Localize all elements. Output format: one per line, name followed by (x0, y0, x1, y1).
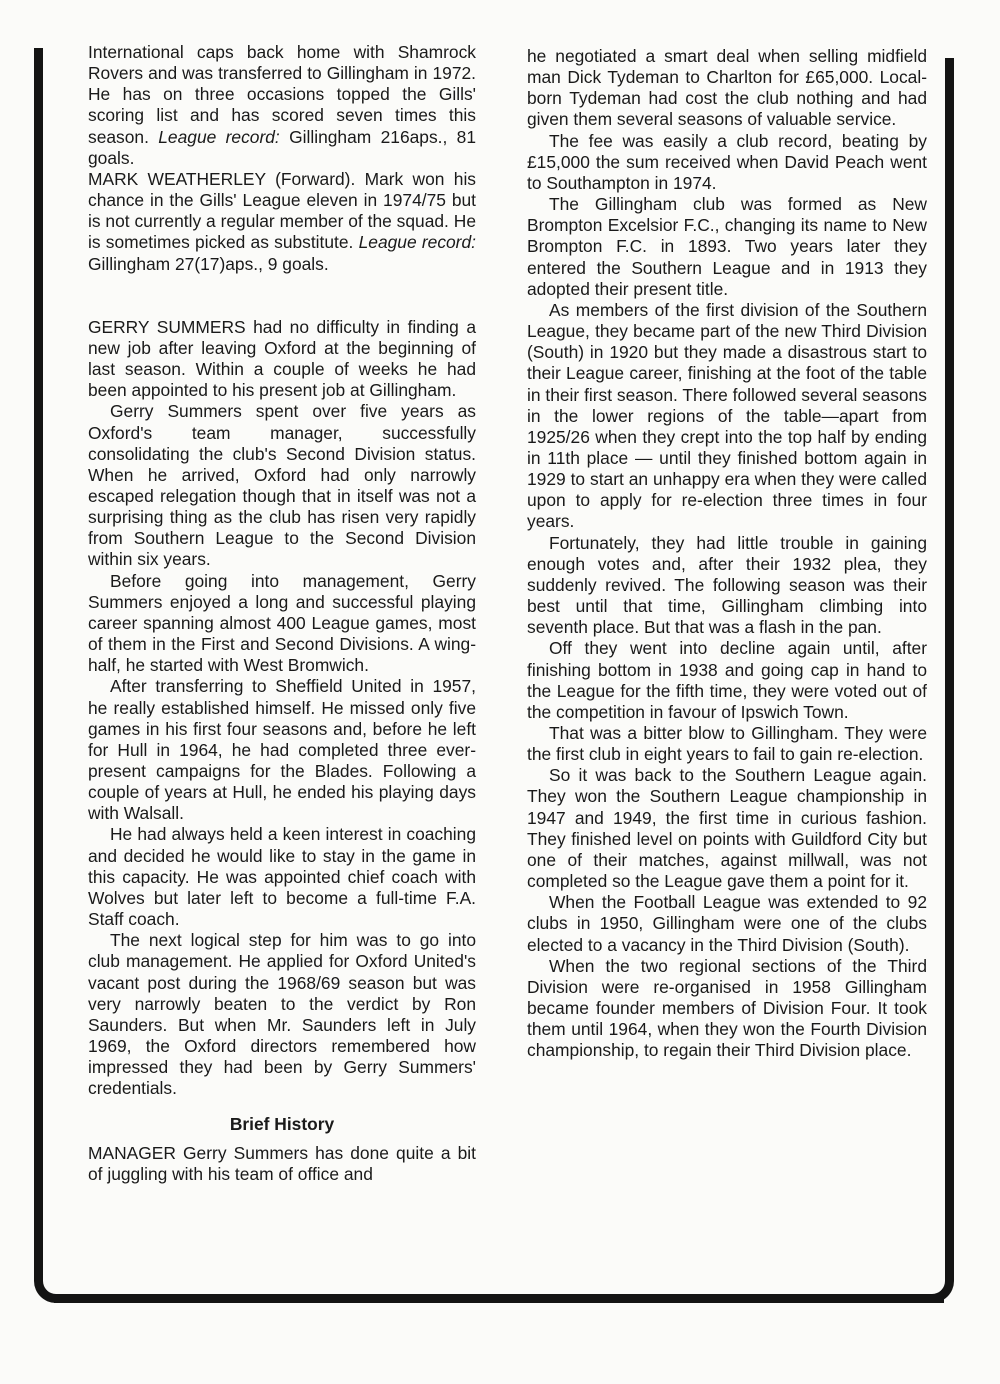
paragraph: After transferring to Sheffield United in 1957, he really established himself. He missed only five games in his first four seasons and, before he left for Hull in 1964, he had completed three ever-present campaigns for the Blades. Following a couple of years at Hull, he ended his playing days with Walsall. (88, 676, 476, 824)
right-border-rule (932, 58, 954, 1303)
bottom-border-rule (54, 1294, 944, 1303)
right-column (527, 46, 927, 1062)
section-heading: Brief History (229, 1113, 335, 1134)
paragraph: The fee was easily a club record, beating by £15,000 the sum received when David Peach went to Southampton in 1974. (527, 130, 927, 193)
paragraph: As members of the first division of the Southern League, they became part of the new Third Division (South) in 1920 but they made a disastrous start to their League career, finishing at the foot of the table in their first season. There followed several seasons in the lower regions of the table—apart from 1925/26 when they crept into the top half by ending in 11th place — until they finished bottom again in 1929 to start an unhappy era when they were called upon to apply for re-election three times in four years. (527, 299, 927, 532)
section-gap (88, 275, 476, 317)
left-border-rule (34, 48, 56, 1303)
paragraph: Before going into management, Gerry Summers enjoyed a long and successful playing career spanning almost 400 League games, most of them in the First and Second Divisions. A wing-half, he started with West Bromwich. (88, 570, 476, 676)
paragraph: That was a bitter blow to Gillingham. They were the first club in eight years to fail to gain re-election. (527, 723, 927, 765)
paragraph: he negotiated a smart deal when selling midfield man Dick Tydeman to Charlton for £65,000. Local-born Tydeman had cost the club nothing and had given them several seasons of valuable service. (527, 46, 927, 130)
paragraph: Gerry Summers spent over five years as Oxford's team manager, successfully consolidating the club's Second Division status. When he arrived, Oxford had only narrowly escaped relegation though that in itself was not a surprising thing as the club has risen very rapidly from Southern League to the Second Division within six years. (88, 401, 476, 570)
left-column (88, 42, 476, 1185)
paragraph: MANAGER Gerry Summers has done quite a bit of juggling with his team of office and (88, 1142, 476, 1184)
league-record-value: Gillingham 216aps., 81 goals. (88, 126, 476, 168)
paragraph: He had always held a keen interest in coaching and decided he would like to stay in the game in this capacity. He was appointed chief coach with Wolves but later left to become a full-time F.A. Staff coach. (88, 824, 476, 930)
league-record-label: League record: (158, 126, 280, 147)
paragraph: Off they went into decline again until, after finishing bottom in 1938 and going cap in hand to the League for the fifth time, they were voted out of the competition in favour of Ipswich Town. (527, 638, 927, 722)
paragraph-text: MARK WEATHERLEY (Forward). Mark won his chance in the Gills' League eleven in 1974/75 but is not currently a regular member of the squad. He is sometimes picked as substitute. (88, 168, 476, 253)
paragraph (88, 42, 476, 169)
paragraph: The next logical step for him was to go into club management. He applied for Oxford United's vacant post during the 1968/69 season but was very narrowly beaten to the verdict by Ron Saunders. But when Mr. Saunders left in July 1969, the Oxford directors remembered how impressed they had been by Gerry Summers' credentials. (88, 930, 476, 1099)
league-record-label: League record: (358, 232, 476, 253)
paragraph: So it was back to the Southern League again. They won the Southern League championship in 1947 and 1949, the first time in curious fashion. They finished level on points with Guildford City but one of their matches, against millwall, was not completed so the League gave them a point for it. (527, 765, 927, 892)
paragraph: GERRY SUMMERS had no difficulty in finding a new job after leaving Oxford at the beginning of last season. Within a couple of weeks he had been appointed to his present job at Gillingham. (88, 316, 476, 401)
paragraph-text: International caps back home with Shamrock Rovers and was transferred to Gillingham in 1972. He has on three occasions topped the Gills' scoring list and has scored seven times this season. (88, 42, 476, 147)
paragraph: The Gillingham club was formed as New Brompton Excelsior F.C., changing its name to New Brompton F.C. in 1893. Two years later they entered the Southern League and in 1913 they adopted their present title. (527, 194, 927, 299)
paragraph: Fortunately, they had little trouble in gaining enough votes and, after their 1932 plea, they suddenly revived. The following season was their best until that time, Gillingham climbing into seventh place. But that was a flash in the pan. (527, 532, 927, 638)
league-record-value: Gillingham 27(17)aps., 9 goals. (88, 253, 329, 274)
paragraph: When the two regional sections of the Third Division were re-organised in 1958 Gillingham became founder members of Division Four. It took them until 1964, when they won the Fourth Division championship, to regain their Third Division place. (527, 955, 927, 1061)
paragraph (88, 169, 476, 275)
paragraph: When the Football League was extended to 92 clubs in 1950, Gillingham were one of the clubs elected to a vacancy in the Third Division (South). (527, 892, 927, 955)
